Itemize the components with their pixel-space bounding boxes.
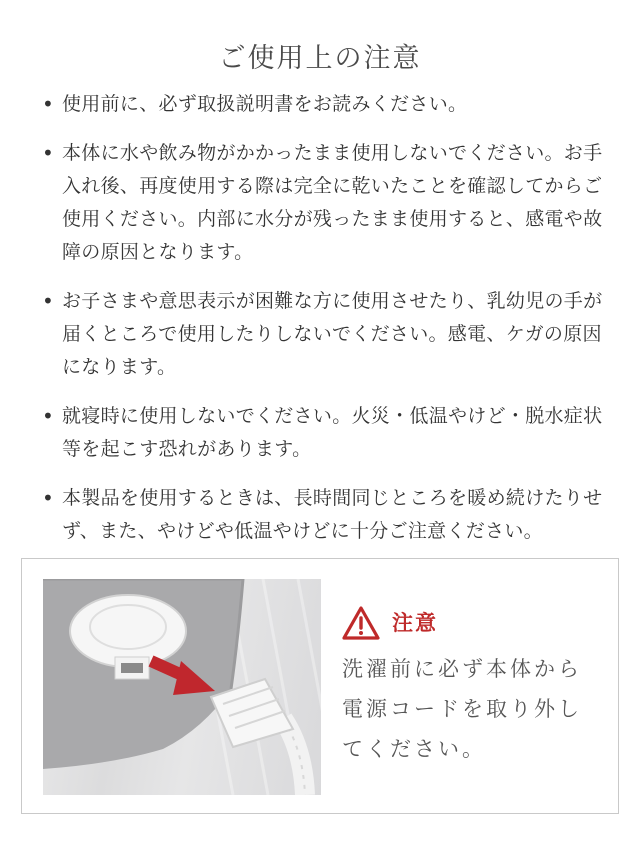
bullet: • [42,486,54,510]
bullet: • [42,92,54,116]
note-text: 就寝時に使用しないでください。火災・低温やけど・脱水症状等を起こす恐れがあります。 [62,405,603,460]
list-item [40,137,610,269]
caution-text: 洗濯前に必ず本体から電源コードを取り外してください。 [342,657,582,761]
caution-title: 注意 [392,611,438,635]
list-item [40,88,610,121]
product-photo [43,579,321,795]
note-text: お子さまや意思表示が困難な方に使用させたり、乳幼児の手が届くところで使用したりしないでください。感電、ケガの原因になります。 [62,290,603,378]
note-text: 本製品を使用するときは、長時間同じところを暖め続けたりせず、また、やけどや低温やけどに十分ご注意ください。 [62,487,603,542]
product-photo-illustration [43,579,321,795]
list-item [40,285,610,384]
caution-box [21,558,619,814]
warning-triangle-icon [342,605,380,641]
list-item [40,400,610,466]
bullet: • [42,141,54,165]
bullet: • [42,289,54,313]
list-item [40,482,610,548]
precautions-list [40,88,610,564]
page-title: ご使用上の注意 [218,43,422,74]
note-text: 本体に水や飲み物がかかったまま使用しないでください。お手入れ後、再度使用する際は完全に乾いたことを確認してからご使用ください。内部に水分が残ったまま使用すると、感電や故障の原因となります。 [62,142,603,263]
note-text: 使用前に、必ず取扱説明書をお読みください。 [62,93,468,115]
bullet: • [42,404,54,428]
